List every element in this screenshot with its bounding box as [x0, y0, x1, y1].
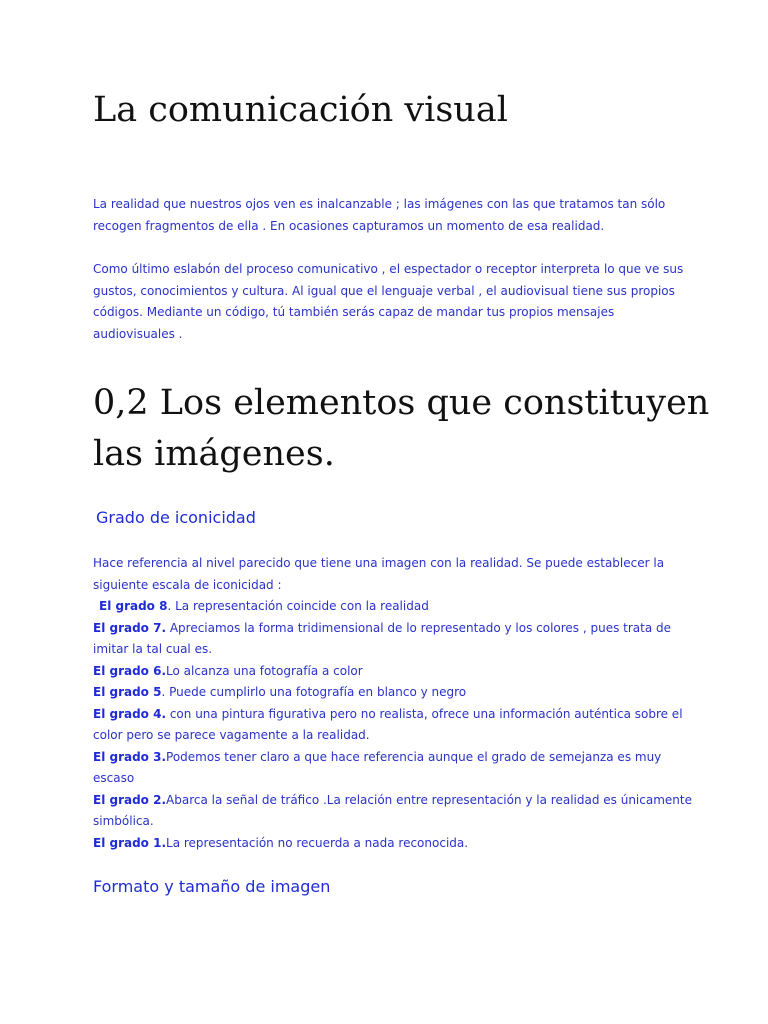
- grado-label: El grado 1.: [93, 835, 167, 850]
- grado-label: El grado 3.: [93, 749, 167, 764]
- section-title: 0,2 Los elementos que constituyen las imágenes.: [93, 383, 710, 474]
- grado-item: [93, 661, 693, 683]
- iconicidad-heading: Grado de iconicidad: [96, 508, 256, 527]
- grado-item: [93, 704, 693, 747]
- grado-text: . Puede cumplirlo una fotografía en blanco y negro: [161, 685, 467, 699]
- grado-text: Lo alcanza una fotografía a color: [166, 663, 363, 678]
- formato-heading: Formato y tamaño de imagen: [93, 877, 331, 896]
- grado-label: El grado 5: [93, 685, 162, 699]
- intro-paragraph-2: Como último eslabón del proceso comunicativo , el espectador o receptor interpreta lo que ve sus gustos, conocimientos y cultura. Al igual que el lenguaje verbal , el audiovisual tiene sus propios códigos. Mediante un código, tú también serás capaz de mandar tus propios mensajes audiovisuales .: [93, 262, 684, 341]
- grado-label: El grado 6.: [93, 663, 167, 678]
- grado-item: [93, 833, 693, 855]
- page-title: La comunicación visual: [93, 90, 508, 130]
- grado-text: Apreciamos la forma tridimensional de lo representado y los colores , pues trata de imitar la tal cual es.: [93, 620, 672, 656]
- grado-label: El grado 8: [99, 599, 168, 613]
- intro-paragraph-1: La realidad que nuestros ojos ven es inalcanzable ; las imágenes con las que tratamos tan sólo recogen fragmentos de ella . En ocasiones capturamos un momento de esa realidad.: [93, 197, 666, 233]
- grado-text: con una pintura figurativa pero no realista, ofrece una información auténtica sobre el color pero se parece vagamente a la realidad.: [93, 706, 683, 742]
- grado-item: [93, 618, 693, 661]
- grado-item: [93, 682, 693, 704]
- grado-item: [93, 790, 693, 833]
- grado-text: Abarca la señal de tráfico .La relación entre representación y la realidad es únicamente simbólica.: [93, 792, 692, 828]
- grado-item: [93, 596, 693, 618]
- iconicidad-intro: Hace referencia al nivel parecido que tiene una imagen con la realidad. Se puede establecer la siguiente escala de iconicidad :: [93, 556, 665, 592]
- grado-label: El grado 7.: [93, 620, 167, 635]
- grado-text: . La representación coincide con la realidad: [167, 599, 429, 613]
- grado-item: [93, 747, 693, 790]
- grado-text: La representación no recuerda a nada reconocida.: [166, 835, 469, 850]
- grado-list: [93, 596, 693, 854]
- grado-text: Podemos tener claro a que hace referencia aunque el grado de semejanza es muy escaso: [93, 749, 662, 785]
- grado-label: El grado 2.: [93, 792, 167, 807]
- grado-label: El grado 4.: [93, 706, 167, 721]
